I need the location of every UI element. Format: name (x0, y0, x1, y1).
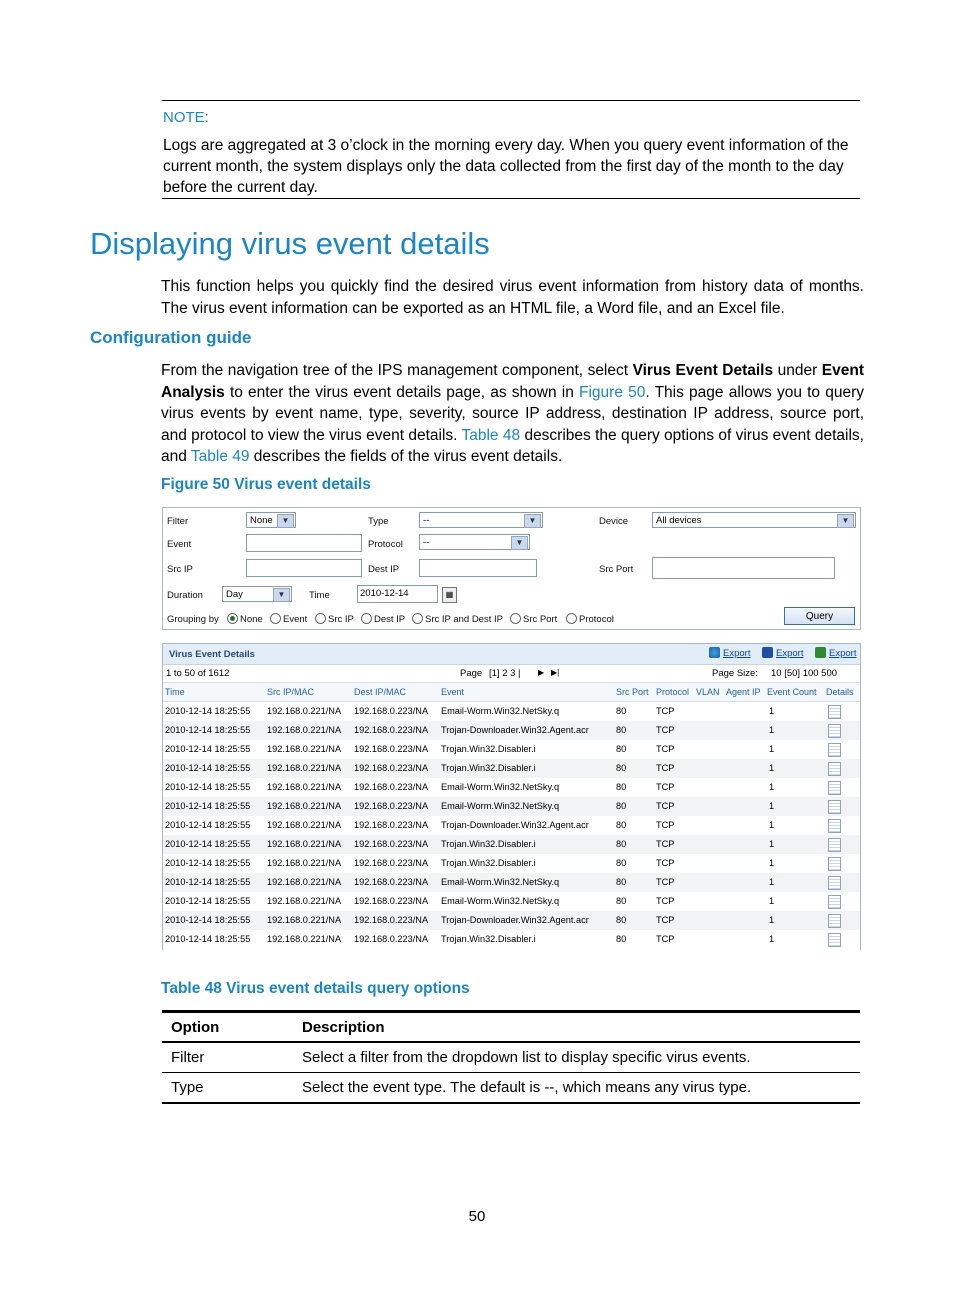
grid-cell: 192.168.0.223/NA (354, 820, 429, 830)
grid-cell: 192.168.0.221/NA (267, 858, 342, 868)
grid-cell: TCP (656, 706, 675, 716)
chevron-down-icon: ▼ (277, 514, 294, 528)
grid-cell: TCP (656, 763, 675, 773)
duration-select[interactable]: Day ▼ (222, 586, 292, 602)
grid-cell: 1 (769, 858, 775, 868)
table-49-link[interactable]: Table 49 (190, 448, 250, 465)
grid-cell: Email-Worm.Win32.NetSky.q (441, 896, 560, 906)
note-bottom-rule (162, 198, 860, 199)
details-icon[interactable] (828, 895, 841, 909)
grid-cell: 1 (769, 877, 775, 887)
grid-cell: 192.168.0.223/NA (354, 782, 429, 792)
record-range: 1 to 50 of 1612 (166, 668, 230, 679)
subsection-heading: Configuration guide (90, 328, 252, 347)
grid-cell: 2010-12-14 18:25:55 (165, 763, 251, 773)
grouping-src-dest-ip-label: Src IP and Dest IP (425, 614, 503, 625)
filter-label: Filter (167, 516, 189, 527)
table-row[interactable] (163, 854, 860, 873)
grid-cell: 192.168.0.221/NA (267, 782, 342, 792)
grid-cell: 80 (616, 782, 627, 792)
src-ip-label: Src IP (167, 564, 193, 575)
page-label: Page (460, 668, 483, 679)
grid-cell: Trojan-Downloader.Win32.Agent.acr (441, 725, 589, 735)
grid-cell: 2010-12-14 18:25:55 (165, 801, 251, 811)
type-select[interactable]: -- ▼ (419, 512, 543, 528)
grid-cell: 1 (769, 763, 775, 773)
table-row[interactable] (163, 721, 860, 740)
page-size-options[interactable]: 10 [50] 100 500 (771, 668, 838, 679)
grid-cell: 80 (616, 801, 627, 811)
export-excel-link[interactable]: Export (815, 647, 856, 659)
col-vlan[interactable]: VLAN (696, 687, 720, 697)
grid-cell: 1 (769, 725, 775, 735)
grouping-dest-ip-radio[interactable] (361, 613, 372, 624)
pager-row (163, 665, 860, 683)
src-port-input[interactable] (652, 557, 835, 579)
filter-select[interactable]: None ▼ (246, 512, 296, 528)
col-details: Details (826, 687, 854, 697)
details-icon[interactable] (828, 933, 841, 947)
column-header-row (163, 683, 860, 702)
grouping-none-radio[interactable] (227, 613, 238, 624)
grid-cell: 192.168.0.223/NA (354, 744, 429, 754)
details-icon[interactable] (828, 857, 841, 871)
table-row[interactable] (163, 911, 860, 930)
grid-cell: 2010-12-14 18:25:55 (165, 782, 251, 792)
figure-50-link[interactable]: Figure 50 (579, 383, 646, 401)
excel-export-icon (815, 647, 826, 658)
page-size-label: Page Size: (712, 668, 758, 679)
grid-cell: 192.168.0.221/NA (267, 896, 342, 906)
device-select[interactable]: All devices ▼ (652, 512, 856, 528)
table-row[interactable] (163, 778, 860, 797)
grid-cell: TCP (656, 877, 675, 887)
chevron-down-icon: ▼ (837, 514, 854, 528)
grouping-protocol-label: Protocol (579, 614, 614, 625)
page-links[interactable]: [1] 2 3 | (489, 668, 521, 679)
table-row[interactable] (163, 930, 860, 949)
details-icon[interactable] (828, 876, 841, 890)
option-cell: Filter (162, 1042, 293, 1073)
grid-cell: Email-Worm.Win32.NetSky.q (441, 706, 560, 716)
grid-cell: Trojan.Win32.Disabler.i (441, 763, 536, 773)
description-cell: Select the event type. The default is --, which means any virus type. (293, 1073, 860, 1104)
table-row[interactable] (163, 702, 860, 721)
table-row (162, 1042, 860, 1073)
grid-cell: 192.168.0.221/NA (267, 877, 342, 887)
grid-cell: 2010-12-14 18:25:55 (165, 725, 251, 735)
details-icon[interactable] (828, 914, 841, 928)
grid-cell: 192.168.0.223/NA (354, 934, 429, 944)
grid-cell: 2010-12-14 18:25:55 (165, 706, 251, 716)
grid-cell: Email-Worm.Win32.NetSky.q (441, 801, 560, 811)
export-html-link[interactable]: Export (709, 647, 750, 659)
col-src-ip[interactable]: Src IP/MAC (267, 687, 315, 697)
query-options-table (162, 1010, 860, 1104)
grid-header (163, 644, 860, 665)
grid-cell: 2010-12-14 18:25:55 (165, 839, 251, 849)
grid-cell: Email-Worm.Win32.NetSky.q (441, 782, 560, 792)
grid-cell: 1 (769, 839, 775, 849)
next-page-icon[interactable]: ▶ (538, 668, 545, 677)
src-port-label: Src Port (599, 564, 634, 575)
option-header: Option (162, 1012, 293, 1043)
grid-cell: 192.168.0.221/NA (267, 839, 342, 849)
grid-cell: TCP (656, 820, 675, 830)
description-cell: Select a filter from the dropdown list to display specific virus events. (293, 1042, 860, 1073)
dest-ip-input[interactable] (419, 559, 537, 577)
grid-cell: 192.168.0.221/NA (267, 744, 342, 754)
col-src-port[interactable]: Src Port (616, 687, 649, 697)
last-page-icon[interactable]: ▶| (551, 668, 560, 677)
chevron-down-icon: ▼ (273, 588, 290, 602)
col-agent-ip[interactable]: Agent IP (726, 687, 761, 697)
grid-cell: 2010-12-14 18:25:55 (165, 934, 251, 944)
grid-cell: 80 (616, 896, 627, 906)
calendar-icon[interactable]: ▦ (442, 587, 457, 603)
details-icon[interactable] (828, 800, 841, 814)
src-ip-input[interactable] (246, 559, 362, 577)
html-export-icon (709, 647, 720, 658)
grid-cell: 192.168.0.223/NA (354, 801, 429, 811)
grid-cell: 192.168.0.223/NA (354, 839, 429, 849)
grouping-src-dest-ip-radio[interactable] (412, 613, 423, 624)
grid-cell: TCP (656, 725, 675, 735)
grid-cell: 192.168.0.223/NA (354, 896, 429, 906)
grid-cell: 2010-12-14 18:25:55 (165, 877, 251, 887)
grid-cell: 80 (616, 725, 627, 735)
grid-cell: 1 (769, 934, 775, 944)
grid-cell: TCP (656, 801, 675, 811)
grouping-src-ip-radio[interactable] (315, 613, 326, 624)
grouping-event-radio[interactable] (270, 613, 281, 624)
grid-cell: 80 (616, 915, 627, 925)
grid-cell: 1 (769, 915, 775, 925)
grid-cell: TCP (656, 744, 675, 754)
col-event[interactable]: Event (441, 687, 465, 697)
grid-cell: 1 (769, 706, 775, 716)
grid-cell: 1 (769, 801, 775, 811)
grid-cell: Trojan.Win32.Disabler.i (441, 744, 536, 754)
grid-cell: 192.168.0.221/NA (267, 934, 342, 944)
section-heading: Displaying virus event details (90, 226, 490, 261)
grid-cell: Trojan.Win32.Disabler.i (441, 839, 536, 849)
grouping-none-label: None (240, 614, 263, 625)
grid-cell: 80 (616, 877, 627, 887)
type-label: Type (368, 516, 389, 527)
grid-cell: TCP (656, 839, 675, 849)
grid-cell: 192.168.0.221/NA (267, 801, 342, 811)
grid-cell: 80 (616, 763, 627, 773)
grid-cell: TCP (656, 782, 675, 792)
details-icon[interactable] (828, 762, 841, 776)
table-row[interactable] (163, 835, 860, 854)
grid-cell: 80 (616, 839, 627, 849)
grid-cell: TCP (656, 915, 675, 925)
grouping-label: Grouping by (167, 614, 219, 625)
event-label: Event (167, 539, 192, 550)
col-time[interactable]: Time (165, 687, 185, 697)
grid-cell: 80 (616, 858, 627, 868)
grid-cell: 192.168.0.223/NA (354, 877, 429, 887)
grid-cell: 192.168.0.221/NA (267, 820, 342, 830)
grid-cell: 192.168.0.221/NA (267, 763, 342, 773)
grid-cell: 1 (769, 820, 775, 830)
duration-label: Duration (167, 590, 203, 601)
grid-cell: 2010-12-14 18:25:55 (165, 858, 251, 868)
option-cell: Type (162, 1073, 293, 1104)
table-row[interactable] (163, 797, 860, 816)
table-caption: Table 48 Virus event details query options (161, 980, 470, 997)
figure-caption: Figure 50 Virus event details (161, 476, 371, 493)
page-number: 50 (468, 1208, 486, 1225)
details-icon[interactable] (828, 743, 841, 757)
grid-cell: 192.168.0.221/NA (267, 725, 342, 735)
dest-ip-label: Dest IP (368, 564, 400, 575)
details-icon[interactable] (828, 705, 841, 719)
description-header: Description (293, 1012, 860, 1043)
grid-cell: 80 (616, 934, 627, 944)
grid-cell: TCP (656, 934, 675, 944)
table-row[interactable] (163, 892, 860, 911)
grid-cell: Trojan.Win32.Disabler.i (441, 934, 536, 944)
grid-cell: 80 (616, 744, 627, 754)
grid-cell: 192.168.0.223/NA (354, 858, 429, 868)
time-label: Time (309, 590, 330, 601)
details-icon[interactable] (828, 781, 841, 795)
grid-cell: 1 (769, 782, 775, 792)
table-row[interactable] (163, 873, 860, 892)
grouping-src-port-label: Src Port (523, 614, 558, 625)
chevron-down-icon: ▼ (524, 514, 541, 528)
grid-cell: TCP (656, 896, 675, 906)
grid-title: Virus Event Details (169, 649, 255, 660)
col-protocol[interactable]: Protocol (656, 687, 690, 697)
col-dest-ip[interactable]: Dest IP/MAC (354, 687, 407, 697)
grid-cell: 192.168.0.223/NA (354, 915, 429, 925)
protocol-select[interactable]: -- ▼ (419, 534, 530, 550)
grid-cell: 1 (769, 744, 775, 754)
export-word-link[interactable]: Export (762, 647, 803, 659)
event-input[interactable] (246, 534, 362, 552)
note-top-rule (162, 100, 860, 101)
grid-cell: TCP (656, 858, 675, 868)
grid-cell: 2010-12-14 18:25:55 (165, 915, 251, 925)
intro-paragraph: This function helps you quickly find the desired virus event information from history data of months. The virus event information can be exported as an HTML file, a Word file, and an Excel file. (161, 278, 864, 317)
table-row[interactable] (163, 816, 860, 835)
details-icon[interactable] (828, 838, 841, 852)
grid-cell: Trojan-Downloader.Win32.Agent.acr (441, 915, 589, 925)
table-row[interactable] (163, 759, 860, 778)
col-event-count[interactable]: Event Count (767, 687, 817, 697)
grid-cell: 192.168.0.223/NA (354, 725, 429, 735)
grouping-protocol-radio[interactable] (566, 613, 577, 624)
grouping-dest-ip-label: Dest IP (374, 614, 406, 625)
grid-cell: 192.168.0.221/NA (267, 706, 342, 716)
grouping-event-label: Event (283, 614, 308, 625)
note-title: NOTE: (163, 109, 209, 126)
grid-cell: 192.168.0.223/NA (354, 706, 429, 716)
config-paragraph: From the navigation tree of the IPS management component, select Virus Event Details under Event Analysis to enter the virus event details page, as shown in Figure 50. This page allows you to query virus events by event name, type, severity, source IP address, destination IP address, source port, and protocol to view the virus event details. Table 48 describes the query options of virus event details, and Table 49 describes the fields of the virus event details. (161, 362, 864, 465)
grid-cell: 80 (616, 820, 627, 830)
table-row[interactable] (163, 740, 860, 759)
grid-cell: Trojan.Win32.Disabler.i (441, 858, 536, 868)
grid-cell: Trojan-Downloader.Win32.Agent.acr (441, 820, 589, 830)
filter-panel (162, 507, 861, 630)
note-text: Logs are aggregated at 3 o’clock in the morning every day. When you query event information of the current month, the system displays only the data collected from the first day of the month to the day before the current day. (163, 137, 849, 196)
chevron-down-icon: ▼ (511, 536, 528, 550)
grid-cell: 2010-12-14 18:25:55 (165, 896, 251, 906)
details-icon[interactable] (828, 819, 841, 833)
device-label: Device (599, 516, 629, 527)
word-export-icon (762, 647, 773, 658)
details-icon[interactable] (828, 724, 841, 738)
grouping-src-port-radio[interactable] (510, 613, 521, 624)
grid-cell: 80 (616, 706, 627, 716)
grid-cell: Email-Worm.Win32.NetSky.q (441, 877, 560, 887)
table-48-link[interactable]: Table 48 (461, 426, 521, 444)
grid-body (163, 702, 860, 949)
grid-cell: 2010-12-14 18:25:55 (165, 820, 251, 830)
grid-cell: 192.168.0.221/NA (267, 915, 342, 925)
grid-cell: 2010-12-14 18:25:55 (165, 744, 251, 754)
query-button[interactable]: Query (784, 607, 855, 625)
grouping-src-ip-label: Src IP (328, 614, 354, 625)
virus-event-grid (162, 643, 861, 950)
grid-cell: 1 (769, 896, 775, 906)
protocol-label: Protocol (368, 539, 403, 550)
time-input[interactable]: 2010-12-14 (357, 585, 438, 603)
grid-cell: 192.168.0.223/NA (354, 763, 429, 773)
table-row (162, 1073, 860, 1104)
